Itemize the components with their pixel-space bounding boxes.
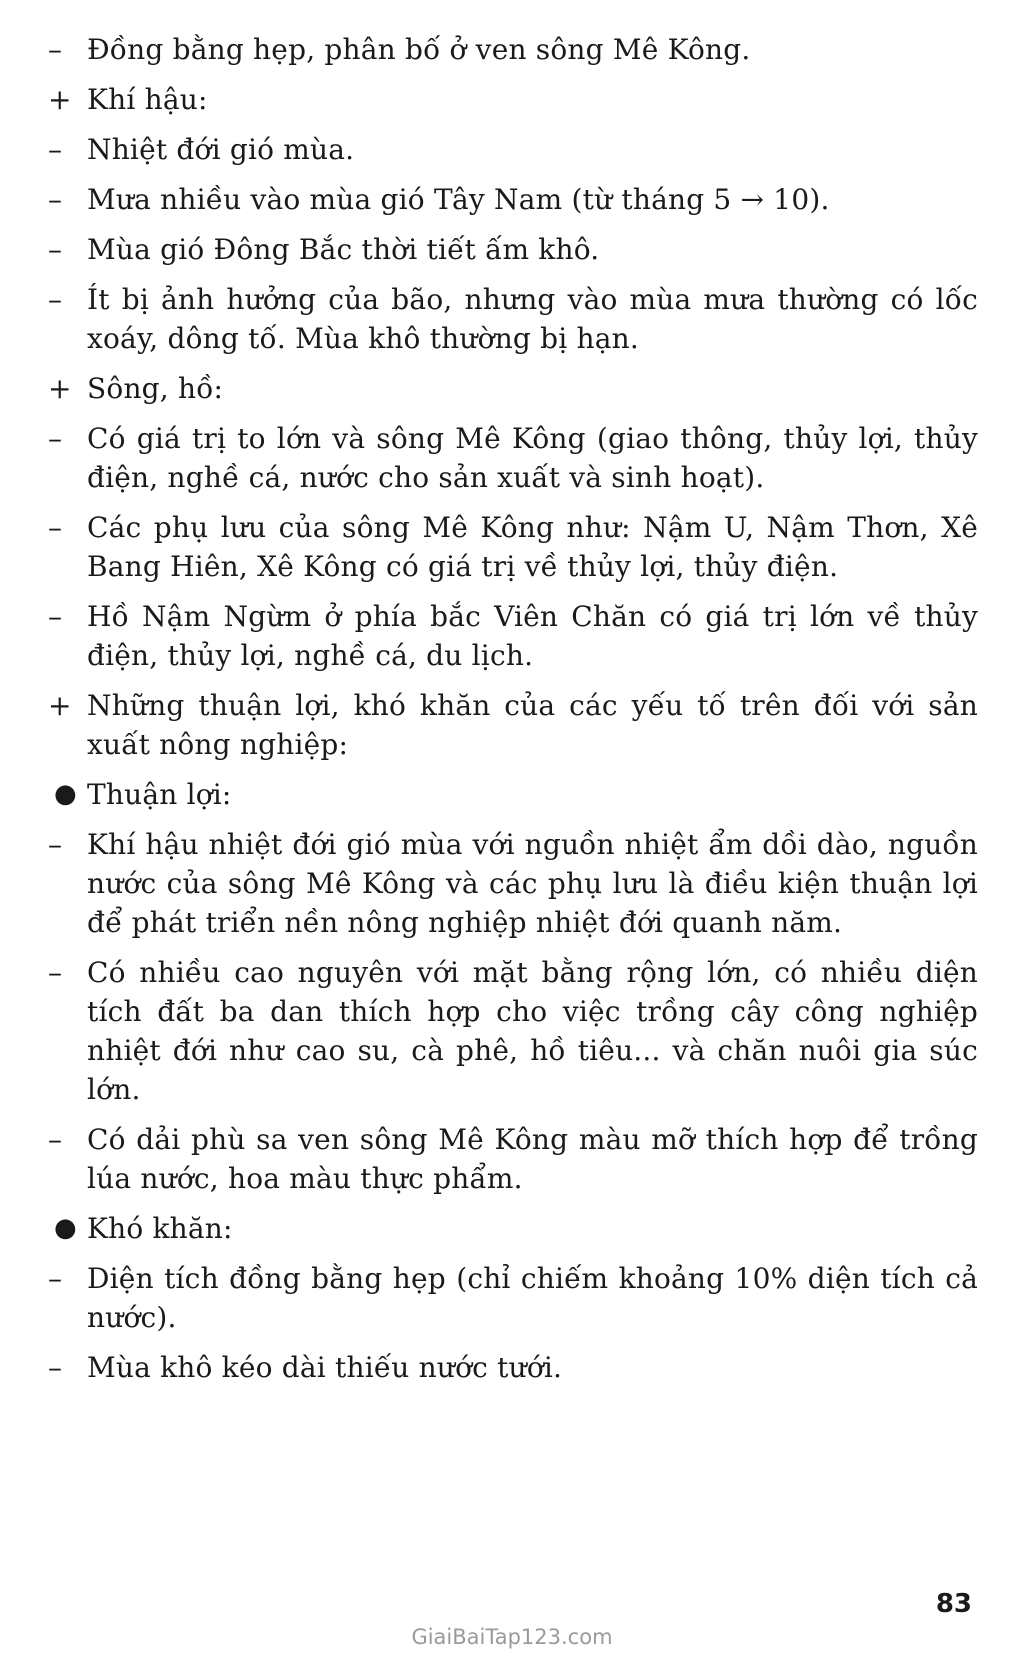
line-text: Mưa nhiều vào mùa gió Tây Nam (từ tháng 5 → 10). xyxy=(87,183,830,216)
dash-marker: – xyxy=(48,33,63,66)
section-heading-advantages-disadvantages: Những thuận lợi, khó khăn của các yếu tố trên đối với sản xuất nông nghiệp: xyxy=(87,689,978,761)
line-text: Có giá trị to lớn và sông Mê Kông (giao thông, thủy lợi, thủy điện, nghề cá, nước cho sản xuất và sinh hoạt). xyxy=(87,422,978,494)
line-7 xyxy=(48,419,978,497)
line-6 xyxy=(48,369,978,408)
bullet-icon: ● xyxy=(54,1213,77,1243)
line-text: Nhiệt đới gió mùa. xyxy=(87,133,355,166)
dash-marker: – xyxy=(48,133,63,166)
line-13 xyxy=(48,953,978,1109)
dash-marker: – xyxy=(48,1262,63,1295)
line-text: Hồ Nậm Ngừm ở phía bắc Viên Chăn có giá trị lớn về thủy điện, thủy lợi, nghề cá, du lịch. xyxy=(87,600,978,672)
dash-marker: – xyxy=(48,1123,63,1156)
line-8 xyxy=(48,508,978,586)
dash-marker: – xyxy=(48,183,63,216)
dash-marker: – xyxy=(48,422,63,455)
dash-marker: – xyxy=(48,283,63,316)
bullet-icon: ● xyxy=(54,779,77,809)
line-text: Mùa gió Đông Bắc thời tiết ấm khô. xyxy=(87,233,600,266)
line-9 xyxy=(48,597,978,675)
line-16 xyxy=(48,1259,978,1337)
subheading-difficulties: Khó khăn: xyxy=(87,1212,233,1245)
line-11 xyxy=(48,775,978,814)
document-body xyxy=(48,30,978,1398)
line-12 xyxy=(48,825,978,942)
line-4 xyxy=(48,230,978,269)
dash-marker: – xyxy=(48,600,63,633)
line-15 xyxy=(48,1209,978,1248)
watermark: GiaiBaiTap123.com xyxy=(411,1625,613,1649)
line-text: Các phụ lưu của sông Mê Kông như: Nậm U, Nậm Thơn, Xê Bang Hiên, Xê Kông có giá trị về thủy lợi, thủy điện. xyxy=(87,511,978,583)
line-text: Có dải phù sa ven sông Mê Kông màu mỡ thích hợp để trồng lúa nước, hoa màu thực phẩm. xyxy=(87,1123,978,1195)
subheading-advantages: Thuận lợi: xyxy=(87,778,232,811)
line-17 xyxy=(48,1348,978,1387)
line-text: Có nhiều cao nguyên với mặt bằng rộng lớn, có nhiều diện tích đất ba dan thích hợp cho việc trồng cây công nghiệp nhiệt đới như cao su, cà phê, hồ tiêu... và chăn nuôi gia súc lớn. xyxy=(87,956,978,1106)
plus-marker: + xyxy=(48,83,72,116)
section-heading-rivers: Sông, hồ: xyxy=(87,372,224,405)
plus-marker: + xyxy=(48,689,72,722)
line-3 xyxy=(48,180,978,219)
line-1 xyxy=(48,80,978,119)
section-heading-climate: Khí hậu: xyxy=(87,83,208,116)
line-text: Mùa khô kéo dài thiếu nước tưới. xyxy=(87,1351,563,1384)
line-text: Diện tích đồng bằng hẹp (chỉ chiếm khoảng 10% diện tích cả nước). xyxy=(87,1262,978,1334)
line-text: Khí hậu nhiệt đới gió mùa với nguồn nhiệt ẩm dồi dào, nguồn nước của sông Mê Kông và các phụ lưu là điều kiện thuận lợi để phát triển nền nông nghiệp nhiệt đới quanh năm. xyxy=(87,828,978,939)
line-14 xyxy=(48,1120,978,1198)
line-0 xyxy=(48,30,978,69)
line-10 xyxy=(48,686,978,764)
line-5 xyxy=(48,280,978,358)
dash-marker: – xyxy=(48,956,63,989)
line-text: Đồng bằng hẹp, phân bố ở ven sông Mê Kông. xyxy=(87,33,751,66)
plus-marker: + xyxy=(48,372,72,405)
line-2 xyxy=(48,130,978,169)
dash-marker: – xyxy=(48,233,63,266)
page-number: 83 xyxy=(935,1589,972,1619)
dash-marker: – xyxy=(48,1351,63,1384)
dash-marker: – xyxy=(48,828,63,861)
line-text: Ít bị ảnh hưởng của bão, nhưng vào mùa mưa thường có lốc xoáy, dông tố. Mùa khô thường bị hạn. xyxy=(87,283,978,355)
dash-marker: – xyxy=(48,511,63,544)
